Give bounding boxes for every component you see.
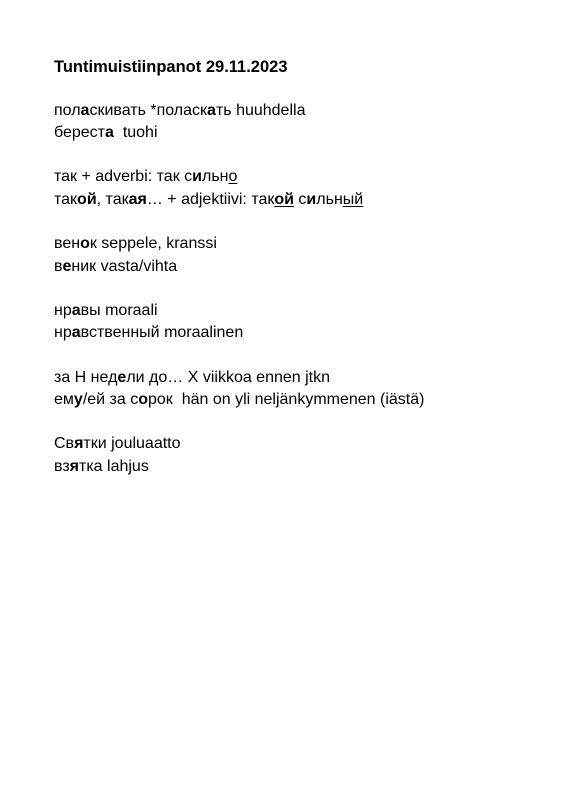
text-run: а xyxy=(71,324,81,341)
text-run: в xyxy=(54,258,63,275)
text-run: так + adverbi: так с xyxy=(54,168,193,185)
text-run: рок hän on yli neljänkymmenen (iästä) xyxy=(148,391,425,408)
text-run: а xyxy=(80,102,90,119)
text-run: е xyxy=(117,369,127,386)
text-run: а xyxy=(71,302,81,319)
text-run: о xyxy=(228,168,238,185)
text-run: льн xyxy=(316,191,343,208)
text-run: берест xyxy=(54,124,106,141)
text-run: о xyxy=(138,391,148,408)
text-run: так xyxy=(54,191,78,208)
text-run: ой xyxy=(274,191,294,208)
text-run: скивать *полаcк xyxy=(89,102,208,119)
note-line xyxy=(54,389,424,411)
text-run: ый xyxy=(342,191,364,208)
text-run: тка lahjus xyxy=(79,458,149,475)
text-run: tuohi xyxy=(113,124,158,141)
text-run: у xyxy=(73,391,83,408)
page-title: Tuntimuistiinpanot 29.11.2023 xyxy=(54,58,288,76)
text-run: я xyxy=(74,435,84,452)
text-run: ник vasta/vihta xyxy=(71,258,178,275)
note-line xyxy=(54,367,330,389)
text-run: вен xyxy=(54,235,81,252)
text-run: ем xyxy=(54,391,74,408)
text-run: ть huuhdella xyxy=(215,102,306,119)
text-run: е xyxy=(62,258,72,275)
text-run: вы moraali xyxy=(80,302,158,319)
text-run: за Н нед xyxy=(54,369,118,386)
text-run: ли до… X viikkoa ennen jtkn xyxy=(126,369,331,386)
note-line xyxy=(54,256,177,278)
text-run: с xyxy=(293,191,307,208)
note-line xyxy=(54,100,305,122)
note-line xyxy=(54,122,158,144)
text-run: я xyxy=(69,458,79,475)
text-run: Св xyxy=(54,435,75,452)
note-line xyxy=(54,322,243,344)
note-line xyxy=(54,189,363,211)
text-run: и xyxy=(192,168,202,185)
note-line xyxy=(54,233,217,255)
text-run: /ей за с xyxy=(82,391,139,408)
text-run: вственный moraalinen xyxy=(80,324,244,341)
text-run: … + adjektiivi: так xyxy=(146,191,275,208)
text-run: вз xyxy=(54,458,70,475)
text-run: а xyxy=(207,102,216,119)
text-run: нр xyxy=(54,324,72,341)
text-run: ая xyxy=(128,191,147,208)
text-run: ой xyxy=(77,191,97,208)
note-line xyxy=(54,433,181,455)
text-run: , так xyxy=(96,191,129,208)
text-run: тки jouluaatto xyxy=(83,435,181,452)
note-line xyxy=(54,300,158,322)
text-run: льн xyxy=(201,168,229,185)
text-run: о xyxy=(80,235,90,252)
text-run: к seppele, kranssi xyxy=(89,235,217,252)
text-run: пол xyxy=(54,102,81,119)
text-run: нр xyxy=(54,302,72,319)
note-line xyxy=(54,456,149,478)
note-line xyxy=(54,166,237,188)
text-run: и xyxy=(306,191,317,208)
text-run: а xyxy=(105,124,114,141)
